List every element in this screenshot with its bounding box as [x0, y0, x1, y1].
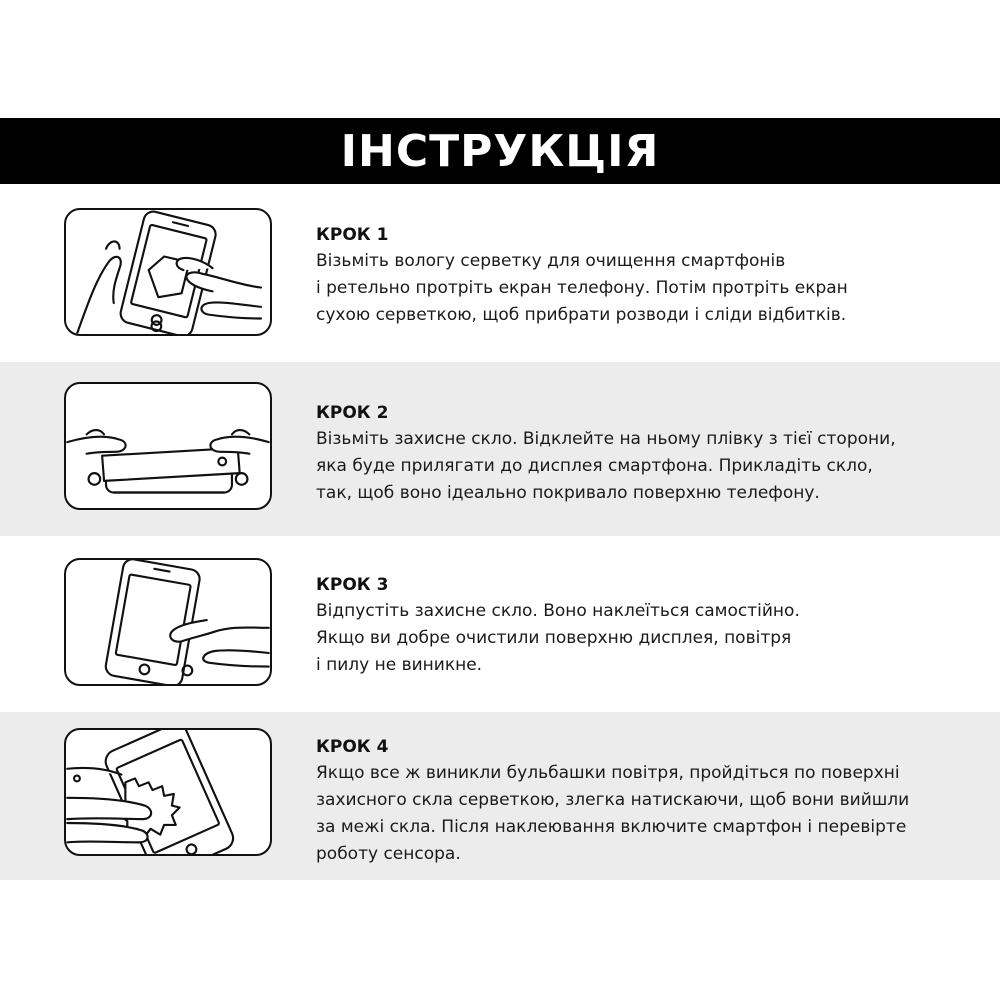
step-title: КРОК 3 — [316, 575, 389, 595]
step-line: яка буде прилягати до дисплея смартфона. Прикладіть скло, — [316, 456, 873, 476]
step-4-text — [316, 736, 976, 868]
step-line: Якщо все ж виникли бульбашки повітря, пройдіться по поверхні — [316, 763, 900, 783]
wipe-screen-icon — [66, 210, 270, 334]
step-2 — [0, 362, 1000, 536]
step-4-illustration — [64, 728, 272, 856]
step-title: КРОК 2 — [316, 403, 389, 423]
step-line: Якщо ви добре очистили поверхню дисплея, повітря — [316, 628, 792, 648]
step-1 — [0, 192, 1000, 362]
step-title: КРОК 4 — [316, 737, 389, 757]
header-bar — [0, 118, 1000, 184]
step-3-text — [316, 574, 976, 679]
step-2-text — [316, 402, 976, 507]
smooth-bubbles-icon — [66, 730, 270, 854]
step-1-illustration — [64, 208, 272, 336]
step-2-illustration — [64, 382, 272, 510]
step-line: роботу сенсора. — [316, 844, 461, 864]
step-title: КРОК 1 — [316, 225, 389, 245]
step-line: сухою серветкою, щоб прибрати розводи і сліди відбитків. — [316, 305, 847, 325]
step-3-illustration — [64, 558, 272, 686]
step-line: Візьміть захисне скло. Відклейте на ньому плівку з тієї сторони, — [316, 429, 896, 449]
step-line: так, щоб воно ідеально покривало поверхню телефону. — [316, 483, 820, 503]
step-line: захисного скла серветкою, злегка натискаючи, щоб вони вийшли — [316, 790, 910, 810]
release-glass-icon — [66, 560, 270, 684]
apply-glass-icon — [66, 384, 270, 508]
step-line: Відпустіть захисне скло. Воно наклеїться самостійно. — [316, 601, 800, 621]
step-1-text — [316, 224, 976, 329]
page-title: ІНСТРУКЦІЯ — [340, 125, 660, 177]
step-3 — [0, 536, 1000, 712]
step-line: за межі скла. Після наклеювання включите смартфон і перевірте — [316, 817, 907, 837]
step-4 — [0, 712, 1000, 880]
step-line: Візьміть вологу серветку для очищення смартфонів — [316, 251, 786, 271]
step-line: і ретельно протріть екран телефону. Потім протріть екран — [316, 278, 848, 298]
step-line: і пилу не виникне. — [316, 655, 483, 675]
